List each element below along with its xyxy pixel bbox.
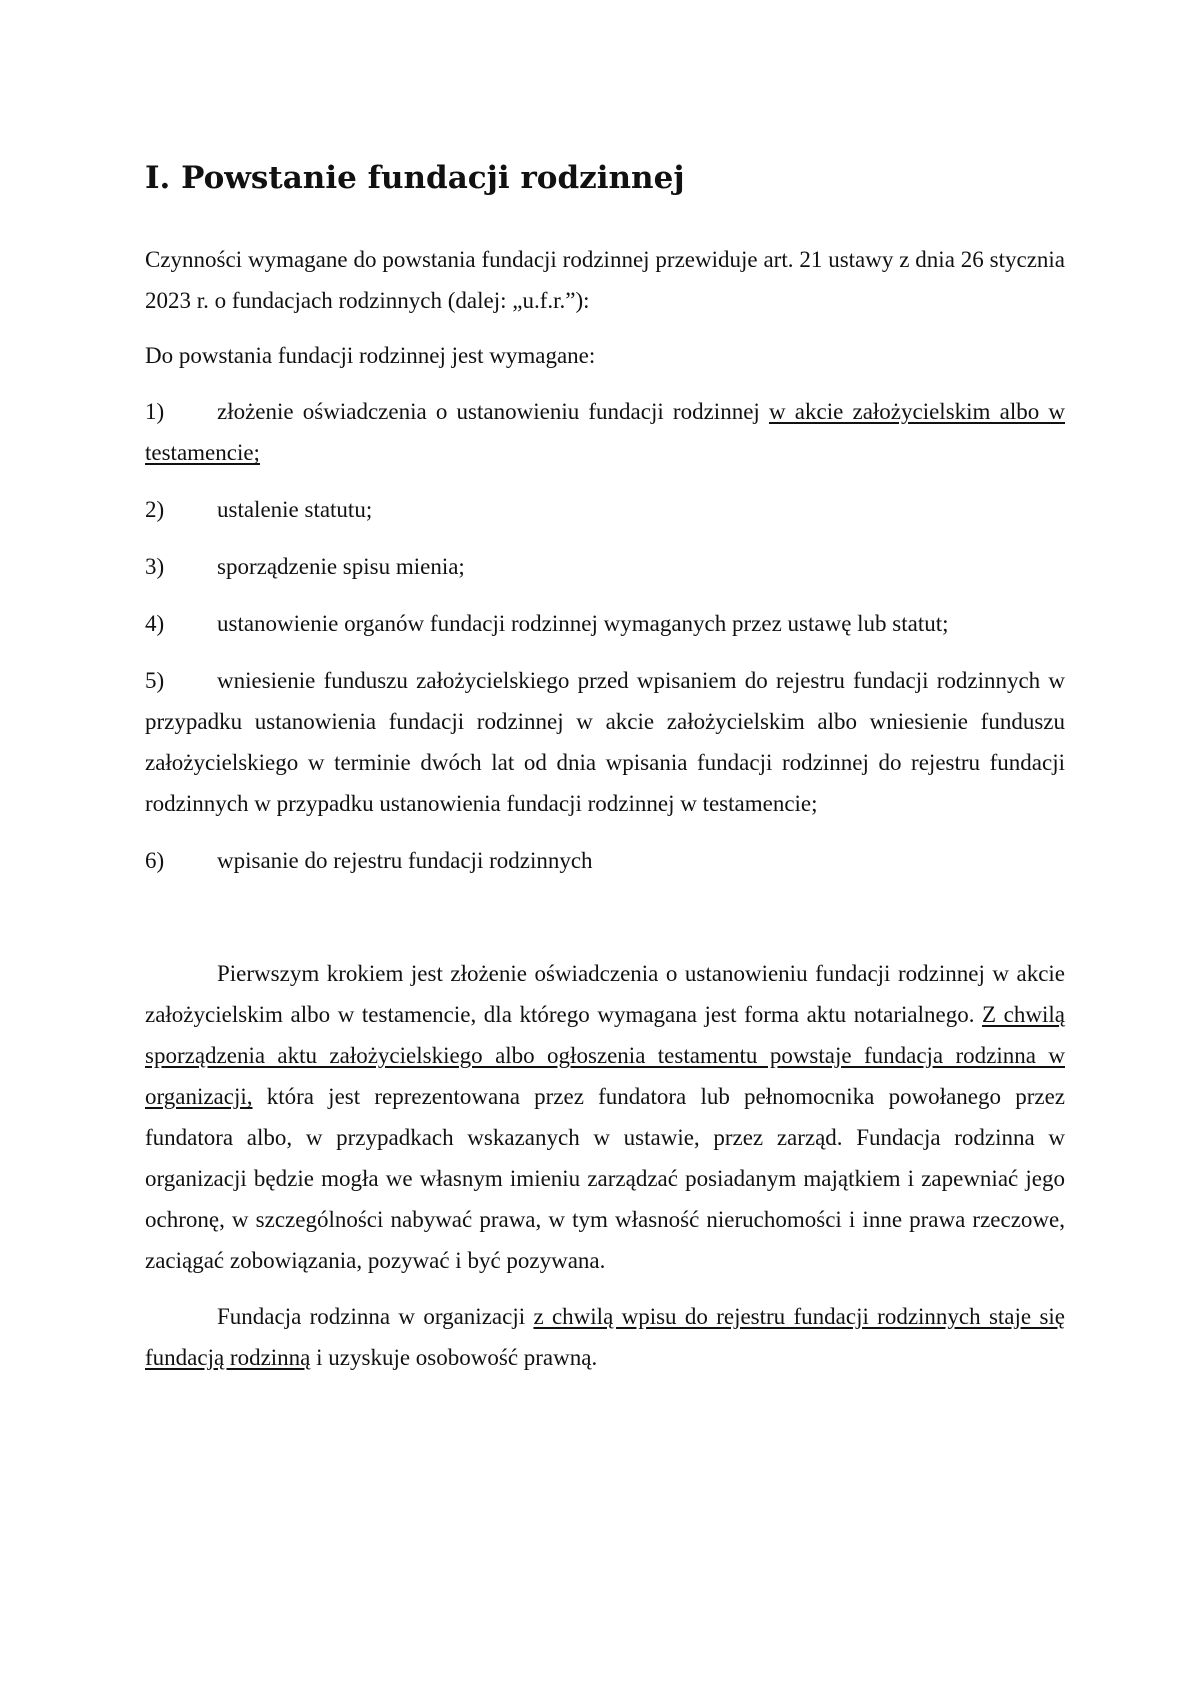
list-number: 3) (145, 554, 165, 580)
underlined-text: w akcie założycielskim albo w testamencie; (145, 399, 1066, 466)
list-item-5 (145, 660, 1065, 824)
paragraph-text: i uzyskuje osobowość prawną. (310, 1345, 598, 1371)
section-title: I. Powstanie fundacji rodzinnej (145, 160, 685, 196)
list-item-2 (145, 489, 1065, 530)
spacer (145, 897, 1065, 953)
list-number: 4) (145, 611, 165, 637)
list-text: ustanowienie organów fundacji rodzinnej wymaganych przez ustawę lub statut; (217, 611, 949, 637)
body-paragraph-1 (145, 953, 1065, 1281)
list-text: wpisanie do rejestru fundacji rodzinnych (217, 848, 593, 874)
paragraph-text: Fundacja rodzinna w organizacji (217, 1304, 534, 1330)
list-item-3 (145, 546, 1065, 587)
list-item-4 (145, 603, 1065, 644)
list-text: sporządzenie spisu mienia; (217, 554, 465, 580)
list-number: 2) (145, 497, 165, 523)
list-text: złożenie oświadczenia o ustanowieniu fundacji rodzinnej (217, 399, 769, 425)
list-text: wniesienie funduszu założycielskiego przed wpisaniem do rejestru fundacji rodzinnych w przypadku ustanowienia fundacji rodzinnej w akcie założycielskim albo wniesienie funduszu założycielskiego w terminie dwóch lat od dnia wpisania fundacji rodzinnej do rejestru fundacji rodzinnych w przypadku ustanowienia fundacji rodzinnej w testamencie; (145, 668, 1065, 817)
body-paragraph-2 (145, 1296, 1065, 1378)
list-number: 6) (145, 848, 165, 874)
list-text: ustalenie statutu; (217, 497, 373, 523)
list-number: 5) (145, 668, 165, 694)
intro-paragraph: Czynności wymagane do powstania fundacji rodzinnej przewiduje art. 21 ustawy z dnia 26 stycznia 2023 r. o fundacjach rodzinnych (dalej: „u.f.r.”): (145, 247, 1065, 314)
paragraph-text: Pierwszym krokiem jest złożenie oświadczenia o ustanowieniu fundacji rodzinnej w akcie założycielskim albo w testamencie, dla którego wymagana jest forma aktu notarialnego. (145, 961, 1065, 1028)
underlined-text: z chwilą wpisu do rejestru fundacji rodzinnych staje się fundacją rodzinną (145, 1304, 1065, 1371)
document-page (145, 160, 1065, 1393)
underlined-text: Z chwilą sporządzenia aktu założycielskiego albo ogłoszenia testamentu powstaje fundacja rodzinna w organizacji, (145, 1002, 1065, 1110)
list-item-1 (145, 391, 1065, 473)
paragraph-text: która jest reprezentowana przez fundatora lub pełnomocnika powołanego przez fundatora albo, w przypadkach wskazanych w ustawie, przez zarząd. Fundacja rodzinna w organizacji będzie mogła we własnym imieniu zarządzać posiadanym majątkiem i zapewniać jego ochronę, w szczególności nabywać prawa, w tym własność nieruchomości i inne prawa rzeczowe, zaciągać zobowiązania, pozywać i być pozywana. (145, 1084, 1065, 1274)
list-number: 1) (145, 399, 165, 425)
list-item-6 (145, 840, 1065, 881)
lead-paragraph: Do powstania fundacji rodzinnej jest wymagane: (145, 343, 596, 369)
